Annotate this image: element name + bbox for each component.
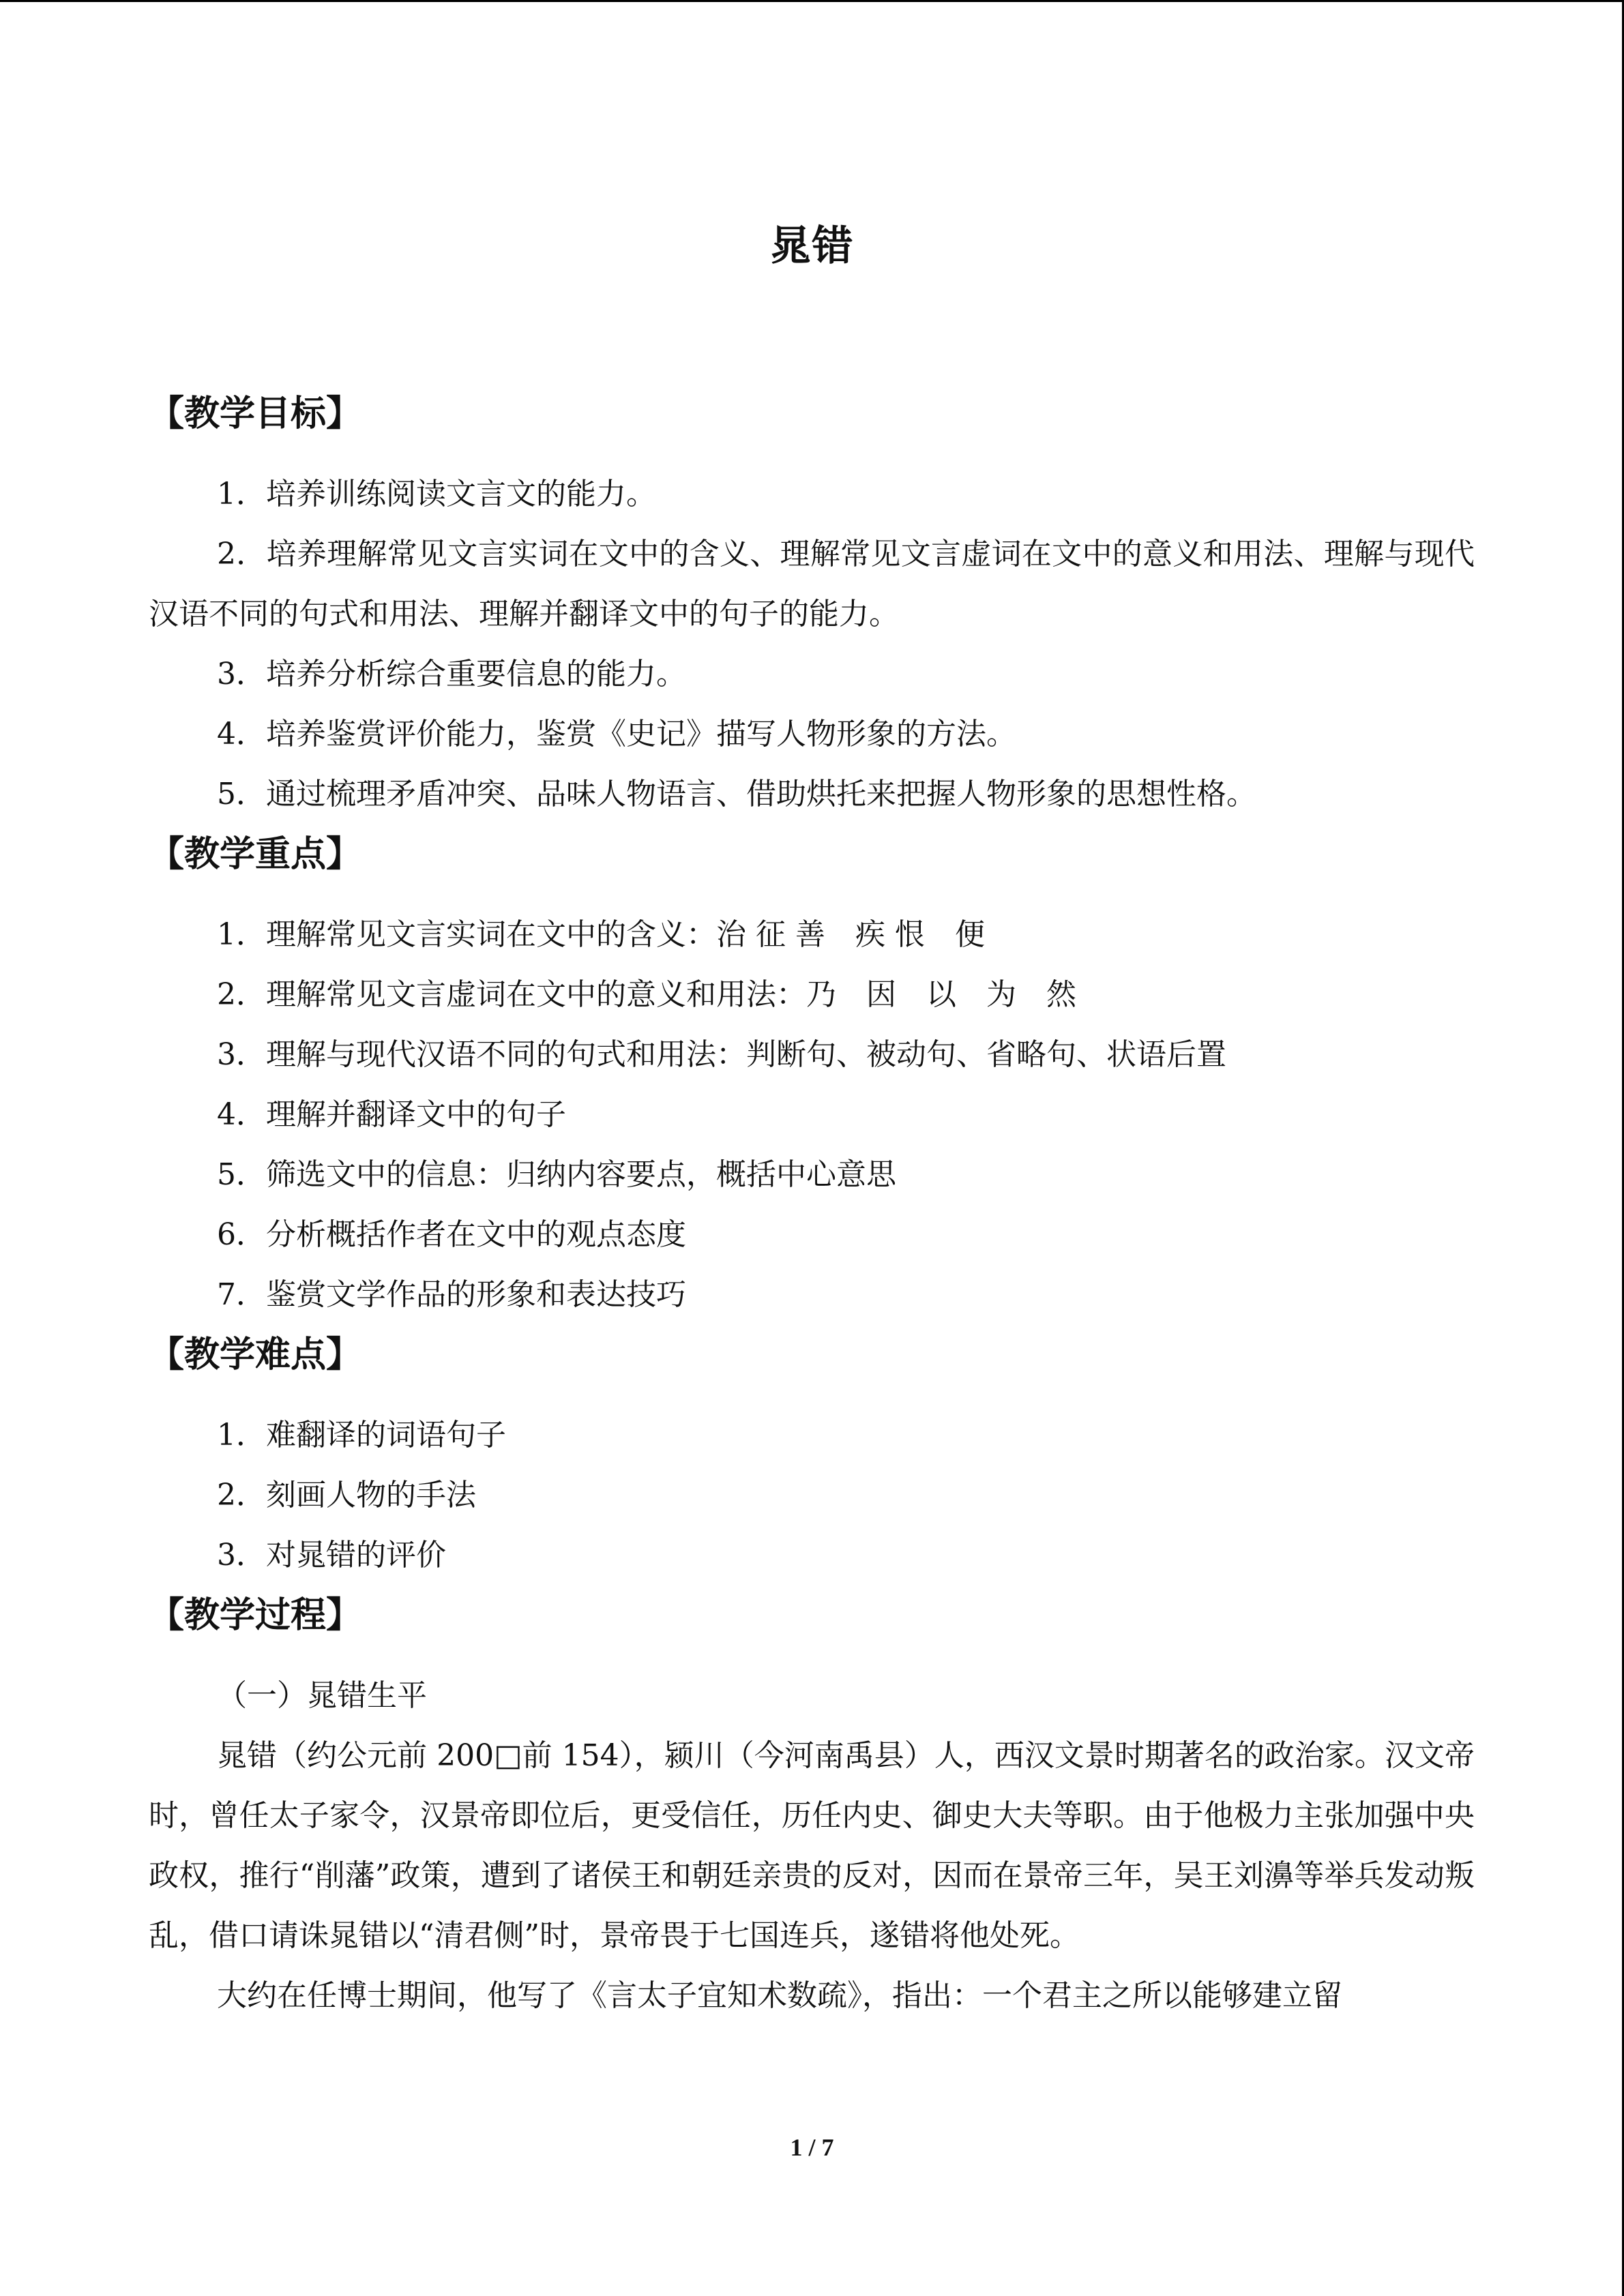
section-heading-process: 【教学过程】	[149, 1595, 362, 1636]
section-heading-difficulties: 【教学难点】	[149, 1335, 362, 1375]
key-point-item-6: 6．分析概括作者在文中的观点态度	[217, 1217, 686, 1252]
key-point-item-7: 7．鉴赏文学作品的形象和表达技巧	[217, 1277, 686, 1312]
process-subheading: （一）晁错生平	[217, 1678, 427, 1713]
process-paragraph-1: 晁错（约公元前 200□前 154），颍川（今河南禹县）人，西汉文景时期著名的政治家。汉文帝时，曾任太子家令，汉景帝即位后，更受信任，历任内史、御史大夫等职。由于他极力主张加强中央政权，推行“削藩”政策，遭到了诸侯王和朝廷亲贵的反对，因而在景帝三年，吴王刘濞等举兵发动叛乱，借口请诛晁错以“清君侧”时，景帝畏于七国连兵，遂错将他处死。	[149, 1738, 1475, 1953]
document-body	[149, 384, 1475, 2026]
key-point-item-1: 1．理解常见文言实词在文中的含义：治 征 善 疾 恨 便	[217, 917, 985, 952]
process-paragraph-2: 大约在任博士期间，他写了《言太子宜知术数疏》，指出：一个君主之所以能够建立留	[217, 1978, 1342, 2013]
page-title: 晁错	[769, 222, 855, 270]
goal-item-2: 2．培养理解常见文言实词在文中的含义、理解常见文言虚词在文中的意义和用法、理解与现代汉语不同的句式和用法、理解并翻译文中的句子的能力。	[149, 537, 1475, 631]
key-point-item-4: 4．理解并翻译文中的句子	[217, 1097, 566, 1132]
goal-item-1: 1．培养训练阅读文言文的能力。	[217, 477, 656, 511]
goal-item-4: 4．培养鉴赏评价能力，鉴赏《史记》描写人物形象的方法。	[217, 717, 1016, 751]
section-heading-goals: 【教学目标】	[149, 393, 362, 434]
key-point-item-3: 3．理解与现代汉语不同的句式和用法：判断句、被动句、省略句、状语后置	[217, 1037, 1226, 1072]
difficulty-item-2: 2．刻画人物的手法	[217, 1478, 476, 1512]
difficulty-item-3: 3．对晁错的评价	[217, 1538, 446, 1572]
goal-item-3: 3．培养分析综合重要信息的能力。	[217, 657, 686, 691]
difficulty-item-1: 1．难翻译的词语句子	[217, 1418, 506, 1452]
key-point-item-2: 2．理解常见文言虚词在文中的意义和用法：乃 因 以 为 然	[217, 977, 1076, 1012]
key-point-item-5: 5．筛选文中的信息：归纳内容要点，概括中心意思	[217, 1157, 896, 1192]
section-heading-key-points: 【教学重点】	[149, 834, 362, 875]
goal-item-5: 5．通过梳理矛盾冲突、品味人物语言、借助烘托来把握人物形象的思想性格。	[217, 777, 1256, 811]
page-number: 1 / 7	[790, 2134, 834, 2161]
